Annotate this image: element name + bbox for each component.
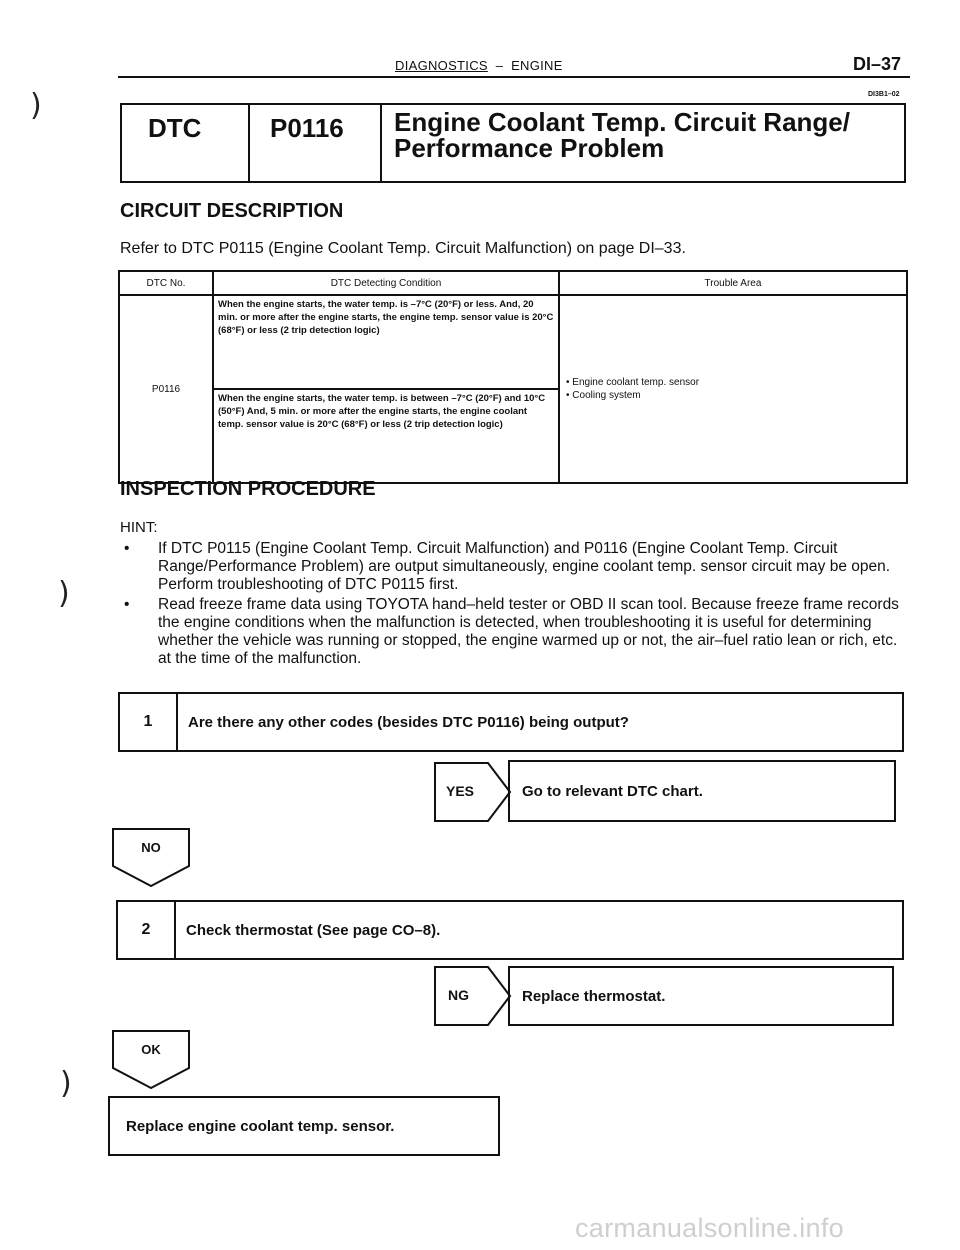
margin-paren-mark: ) — [60, 1066, 72, 1101]
dtc-title-box — [120, 103, 906, 183]
trouble-area-item: • Engine coolant temp. sensor — [566, 377, 700, 388]
margin-paren-mark: ) — [30, 88, 42, 123]
ng-arrow-tag — [434, 966, 514, 1026]
page-number: DI–37 — [853, 54, 902, 74]
dtc-name — [394, 109, 850, 161]
step-2-box — [116, 900, 904, 960]
trouble-area-cell — [559, 295, 907, 483]
final-action-box: Replace engine coolant temp. sensor. — [108, 1096, 500, 1156]
table-header-row — [119, 271, 907, 295]
hint-item: • Read freeze frame data using TOYOTA hand–held tester or OBD II scan tool. Because freeze frame records the engine conditions when the malfunction is detected, when troubleshooting it is useful for determining whether the vehicle was running or stopped, the engine warmed up or not, the air–fuel ratio lean or rich, etc. at the time of the malfunction. — [118, 596, 908, 668]
dtc-label: DTC — [122, 105, 250, 181]
yes-arrow-tag — [434, 762, 514, 822]
no-down-tag — [112, 828, 192, 888]
dtc-number-cell: P0116 — [119, 295, 213, 483]
step-1-text: Are there any other codes (besides DTC P0116) being output? — [188, 713, 629, 731]
hint-label: HINT: — [120, 519, 158, 536]
watermark: carmanualsonline.info — [575, 1213, 844, 1243]
header-condition: DTC Detecting Condition — [213, 271, 559, 295]
arrow-down-icon — [112, 828, 192, 888]
doc-code: DI3B1–02 — [868, 91, 900, 98]
ok-label: OK — [141, 1042, 161, 1057]
dtc-code: P0116 — [250, 105, 382, 181]
margin-paren-mark: ) — [58, 576, 70, 611]
refer-text: Refer to DTC P0115 (Engine Coolant Temp. Circuit Malfunction) on page DI–33. — [120, 240, 686, 257]
trouble-area-item: • Cooling system — [566, 390, 641, 401]
header-rule — [118, 76, 910, 78]
circuit-description-heading: CIRCUIT DESCRIPTION — [120, 200, 344, 222]
dtc-name-line2: Performance Problem — [394, 133, 665, 163]
ok-down-tag — [112, 1030, 192, 1090]
header-separator: – — [495, 58, 504, 73]
header-section: DIAGNOSTICS — [395, 58, 488, 73]
step-1-box — [118, 692, 904, 752]
hint-item: • If DTC P0115 (Engine Coolant Temp. Circuit Malfunction) and P0116 (Engine Coolant Temp. Circuit Range/Performance Problem) are output simultaneously, engine coolant temp. sensor circuit may be open. Perform troubleshooting of DTC P0115 first. — [118, 540, 908, 594]
inspection-procedure-heading: INSPECTION PROCEDURE — [120, 478, 376, 500]
arrow-down-icon — [112, 1030, 192, 1090]
hint-list — [118, 540, 908, 670]
running-header — [395, 58, 563, 73]
condition-cell-2: When the engine starts, the water temp. is between –7°C (20°F) and 10°C (50°F) And, 5 min. or more after the engine starts, the engine coolant temp. sensor value is 20°C (68°F) or less (2 trip detection logic) — [213, 389, 559, 483]
dtc-name-line1: Engine Coolant Temp. Circuit Range/ — [394, 107, 850, 137]
yes-result-box: Go to relevant DTC chart. — [508, 760, 896, 822]
no-label: NO — [141, 840, 161, 855]
arrow-right-icon — [434, 966, 514, 1026]
header-subsection: ENGINE — [511, 58, 563, 73]
yes-label: YES — [446, 783, 475, 799]
ng-result-box: Replace thermostat. — [508, 966, 894, 1026]
condition-cell-1: When the engine starts, the water temp. is –7°C (20°F) or less. And, 20 min. or more after the engine starts, the engine temp. sensor value is 20°C (68°F) or less (2 trip detection logic) — [213, 295, 559, 389]
table-row — [119, 295, 907, 389]
step-2-text: Check thermostat (See page CO–8). — [186, 921, 441, 939]
header-trouble-area: Trouble Area — [559, 271, 907, 295]
step-2-number: 2 — [118, 902, 176, 958]
dtc-table — [118, 270, 908, 484]
header-dtc-no: DTC No. — [119, 271, 213, 295]
step-1-number: 1 — [120, 694, 178, 750]
ng-label: NG — [448, 987, 469, 1003]
